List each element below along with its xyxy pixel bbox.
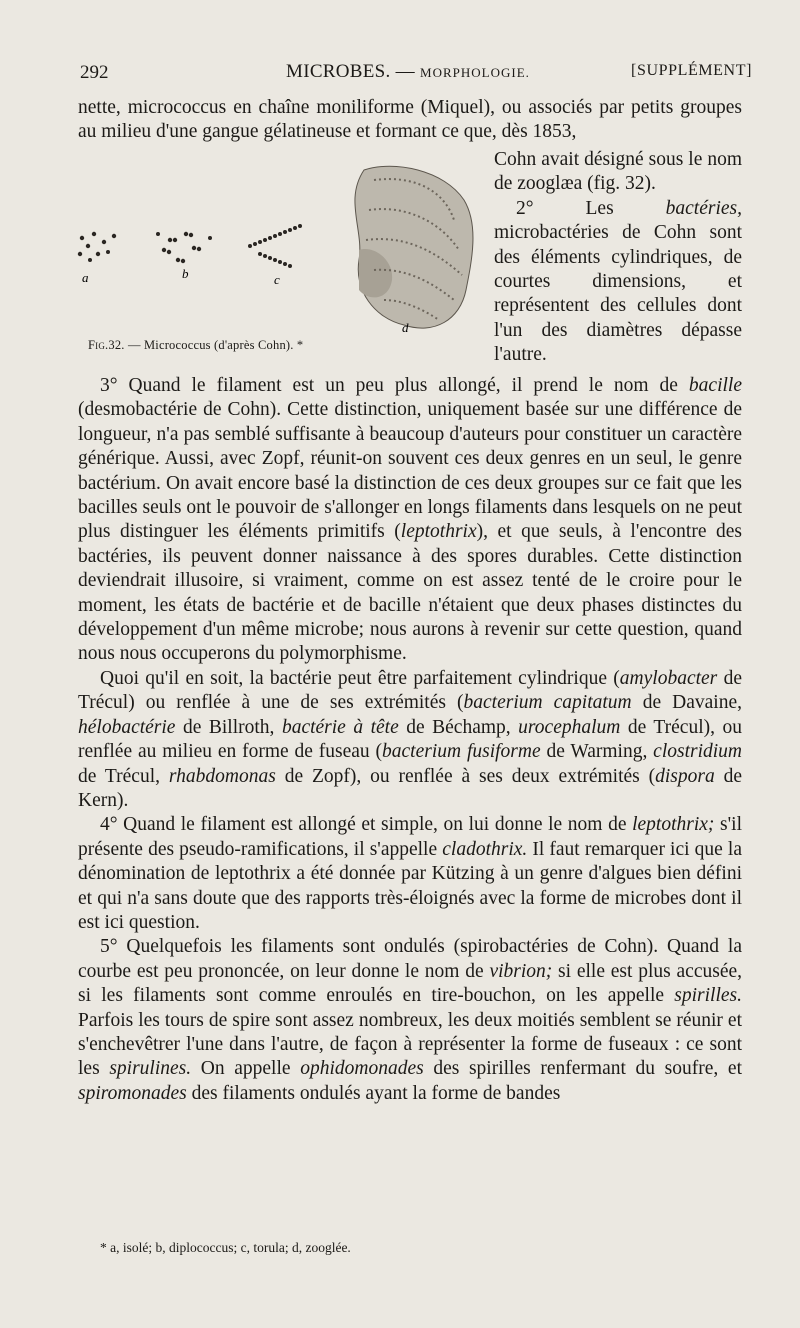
label-b: b: [182, 266, 189, 281]
paragraph-side-continued: Cohn avait désigné sous le nom de zooglæa (fig. 32).: [494, 149, 742, 195]
label-c: c: [274, 272, 280, 287]
running-title: [286, 61, 530, 83]
footnote: * a, isolé; b, diplococcus; c, torula; d, zooglée.: [100, 1240, 351, 1255]
section-label: [SUPPLÉMENT]: [631, 62, 752, 79]
title-main: MICROBES.: [286, 61, 391, 82]
figure-caption: [88, 338, 303, 353]
paragraph-continued: nette, micrococcus en chaîne moniliforme (Miquel), ou associés par petits groupes au milieu d'une gangue gélatineuse et formant ce que, dès 1853,: [78, 97, 742, 143]
paragraph-6: 5° Quelquefois les filaments sont ondulés (spirobactéries de Cohn). Quand la courbe est peu prononcée, on leur donne le nom de vibrion; si elle est plus accusée, si les filaments sont comme enroulés en tire-bouchon, on les appelle spirilles. Parfois les tours de spire sont assez nombreux, les deux moitiés semblent se réunir et s'enchevêtrer l'une dans l'autre, de façon à représenter la forme de fuseaux : ce sont les spirulines. On appelle ophidomonades des spirilles renfermant du soufre, et spiromonades des filaments ondulés ayant la forme de bandes: [78, 936, 743, 1104]
figure-micrococcus: [74, 150, 490, 360]
running-header: [80, 54, 752, 84]
side-text: [494, 148, 742, 368]
body-text: [78, 374, 742, 1106]
page-number: 292: [80, 62, 109, 83]
micrococcus-illustration: [74, 150, 490, 360]
figure-b-diplococcus: [156, 232, 212, 263]
figure-c-torula: [248, 224, 302, 268]
caption-figure-number: Fig.32.: [88, 338, 125, 352]
figure-a-isolated-cocci: [78, 232, 116, 262]
title-dash: —: [395, 61, 415, 82]
label-d: d: [402, 320, 409, 335]
opening-text: [78, 96, 742, 145]
figure-d-zooglea: [355, 166, 473, 328]
label-a: a: [82, 270, 89, 285]
paragraph-2: 2° Les bactéries, microbactéries de Cohn sont des éléments cylindriques, de courtes dimensions, et représentent des cellules dont l'un des diamètres dépasse l'autre.: [494, 197, 742, 366]
title-sub: MORPHOLOGIE.: [420, 65, 530, 80]
paragraph-3: 3° Quand le filament est un peu plus allongé, il prend le nom de bacille (desmobactérie de Cohn). Cette distinction, uniquement basée sur une différence de longueur, n'a pas semblé suffisante à beaucoup d'auteurs pour constituer un caractère générique. Aussi, avec Zopf, réunit-on souvent ces deux genres en un seul, le genre bactérium. On avait encore basé la distinction de ces deux groupes sur ce fait que les bacilles seuls ont le pouvoir de s'allonger en longs filaments dans lesquels on ne peut plus distinguer les éléments primitifs (leptothrix), et que seuls, à l'encontre des bactéries, ils peuvent donner naissance à des spores durables. Cette distinction deviendrait illusoire, si vraiment, comme on est assez tenté de le croire pour le moment, les états de bactérie et de bacille n'étaient que deux phases distinctes du développement d'un même microbe; nous aurons à revenir sur cette question, quand nous nous occuperons du polymorphisme.: [78, 375, 742, 665]
caption-text: — Micrococcus (d'après Cohn). *: [127, 338, 304, 352]
paragraph-5: 4° Quand le filament est allongé et simple, on lui donne le nom de leptothrix; s'il présente des pseudo-ramifications, il s'appelle cladothrix. Il faut remarquer ici que la dénomination de leptothrix a été donnée par Kützing à un genre d'algues bien défini et qui n'a sans doute que des rapports très-éloignés avec la forme de microbes dont il est ici question.: [78, 814, 742, 933]
paragraph-4: Quoi qu'il en soit, la bactérie peut être parfaitement cylindrique (amylobacter de Trécul) ou renflée à une de ses extrémités (bacterium capitatum de Davaine, hélobactérie de Billroth, bactérie à tête de Béchamp, urocephalum de Trécul), ou renflée au milieu en forme de fuseau (bacterium fusiforme de Warming, clostridium de Trécul, rhabdomonas de Zopf), ou renflée à ses deux extrémités (dispora de Kern).: [78, 667, 743, 811]
